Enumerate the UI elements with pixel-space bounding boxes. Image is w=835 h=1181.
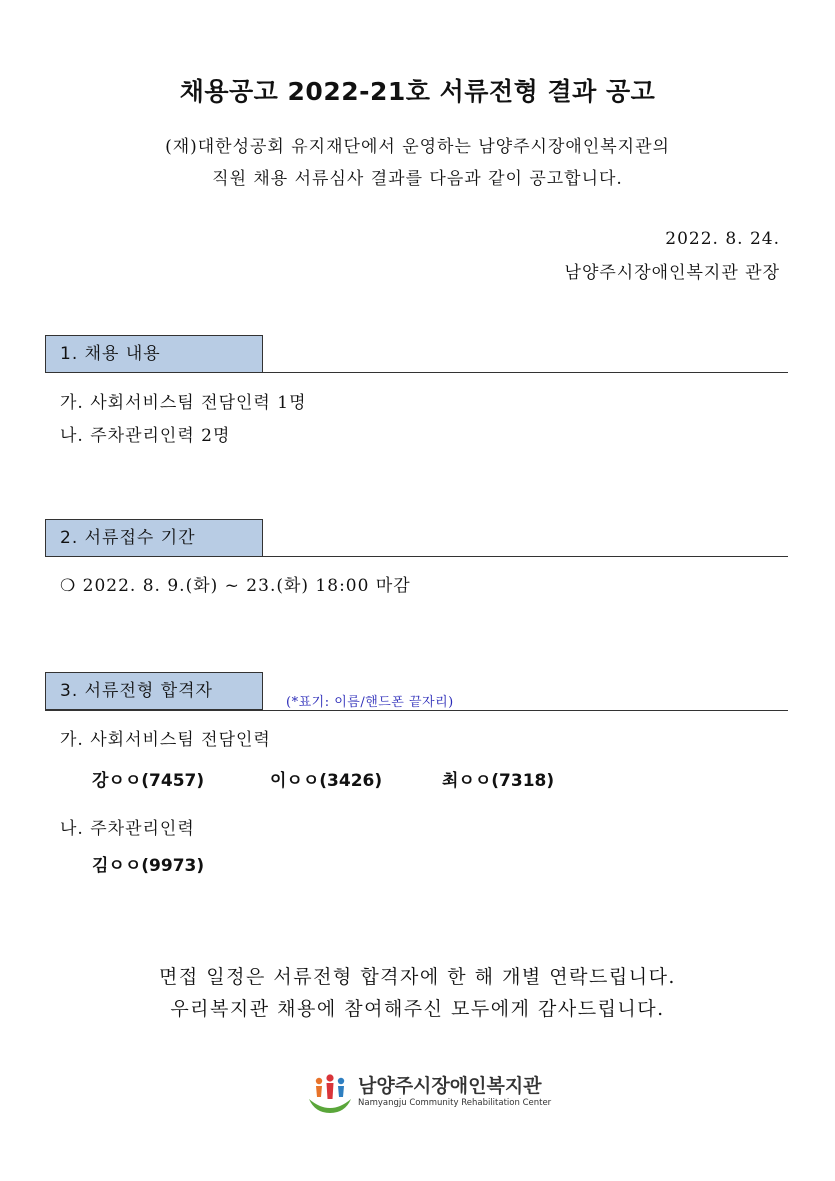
section-2-heading: 2. 서류접수 기간 [45,519,263,557]
intro-line-1: (재)대한성공회 유지재단에서 운영하는 남양주시장애인복지관의 [165,137,670,157]
passer-name: 강ㅇㅇ(7457) [92,771,205,791]
announcement-date: 2022. 8. 24. [665,229,780,249]
section-1-divider [45,372,788,373]
group-b-label: 나. 주차관리인력 [60,819,195,839]
section-3-note: (*표기: 이름/핸드폰 끝자리) [286,695,454,710]
closing-line-2: 우리복지관 채용에 참여해주신 모두에게 감사드립니다. [170,998,665,1020]
page-title: 채용공고 2022-21호 서류전형 결과 공고 [179,77,656,106]
section-1-item-2: 나. 주차관리인력 2명 [60,426,231,446]
section-1-heading: 1. 채용 내용 [45,335,263,373]
passer-name: 최ㅇㅇ(7318) [442,771,555,791]
logo-english-name: Namyangju Community Rehabilitation Center [358,1098,552,1108]
group-a-label: 가. 사회서비스팀 전담인력 [60,730,271,750]
closing-line-1: 면접 일정은 서류전형 합격자에 한 해 개별 연락드립니다. [159,966,676,988]
section-1-item-1: 가. 사회서비스팀 전담인력 1명 [60,393,307,413]
passer-name: 김ㅇㅇ(9973) [92,856,205,876]
section-2-divider [45,556,788,557]
passer-name: 이ㅇㅇ(3426) [270,771,383,791]
section-3-divider [45,710,788,711]
application-period: 2022. 8. 9.(화) ~ 23.(화) 18:00 마감 [82,576,411,596]
section-2-period-row [60,571,411,596]
section-3-heading: 3. 서류전형 합격자 [45,672,263,710]
welfare-center-logo-icon [307,1073,353,1113]
intro-line-2: 직원 채용 서류심사 결과를 다음과 같이 공고합니다. [212,169,623,189]
circle-bullet-icon: ❍ [60,576,77,596]
logo-name: 남양주시장애인복지관 [358,1075,542,1097]
signer: 남양주시장애인복지관 관장 [564,263,780,283]
